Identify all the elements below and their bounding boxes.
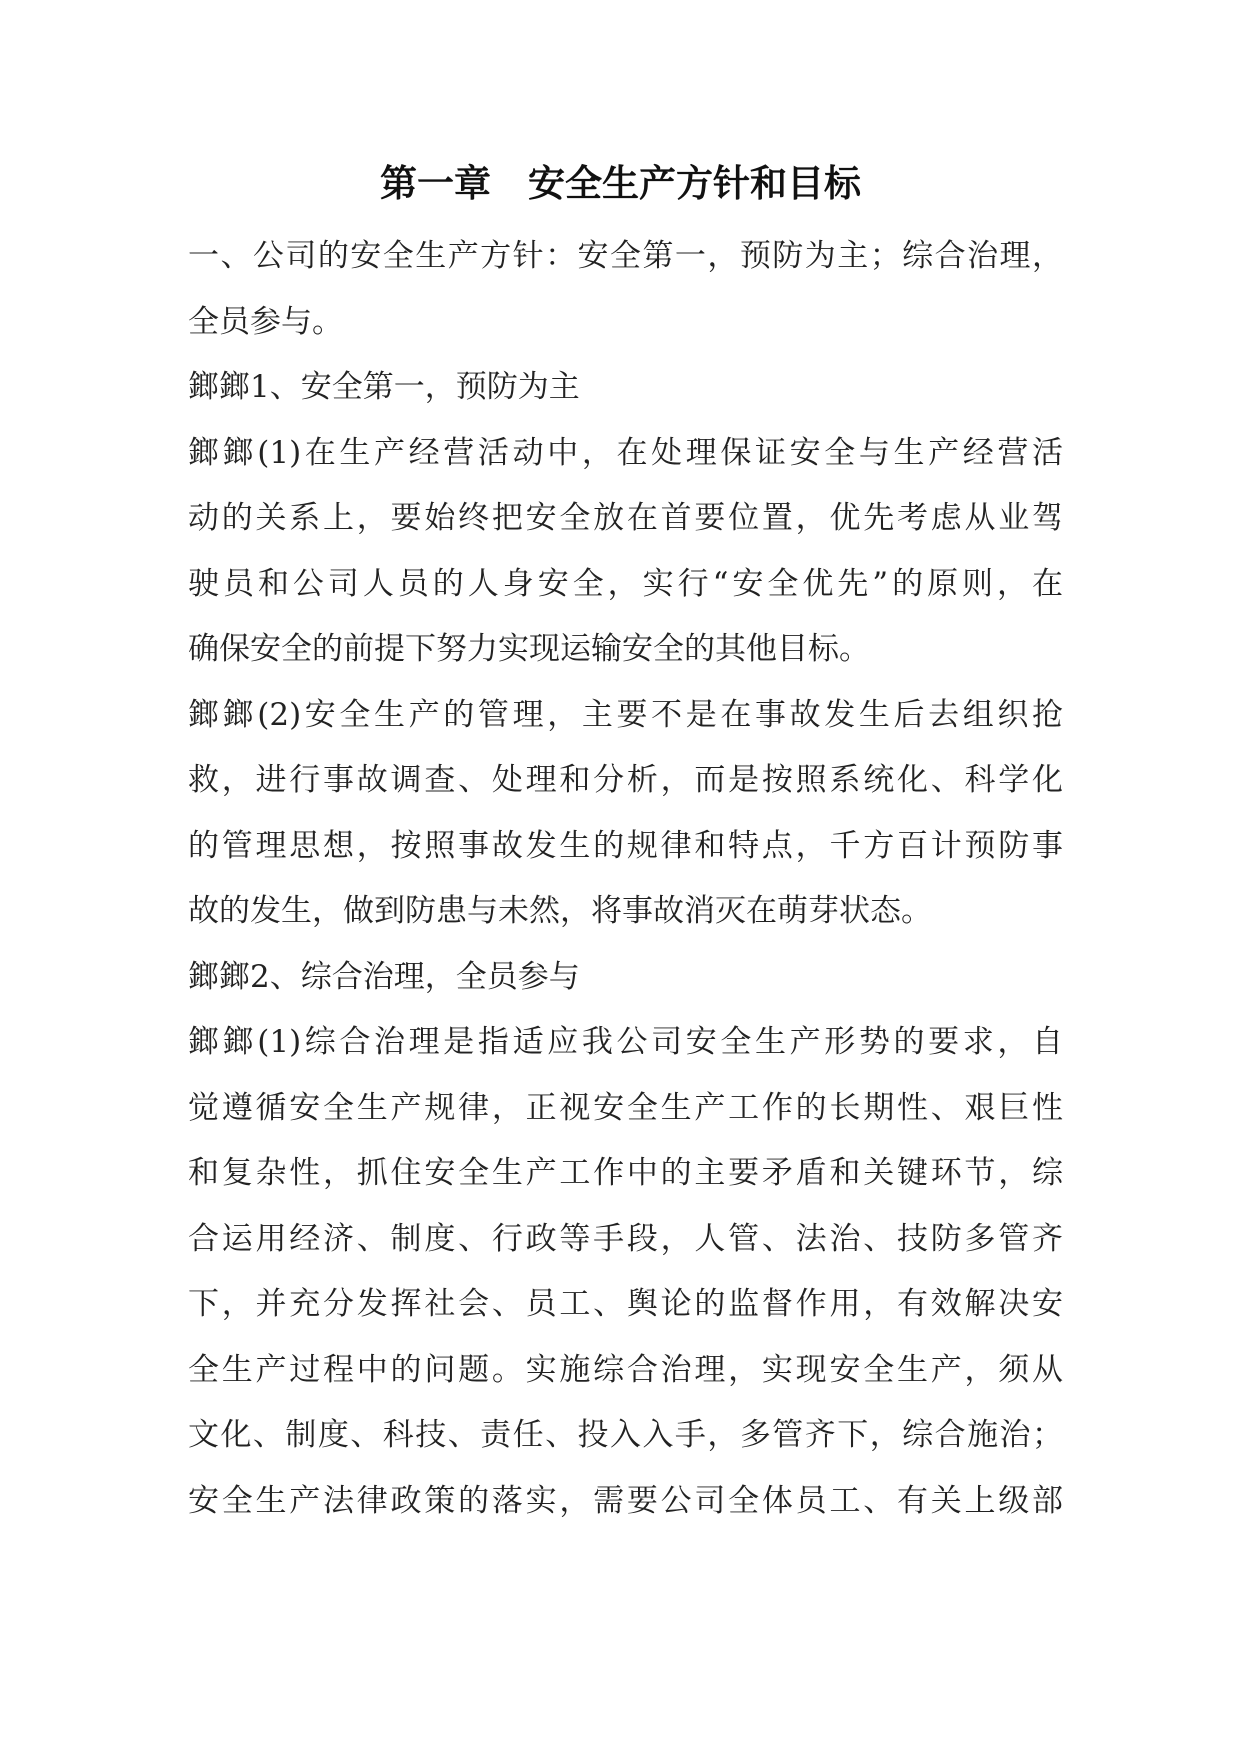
- body-line: 动的关系上，要始终把安全放在首要位置，优先考虑从业驾: [188, 500, 1063, 536]
- body-line: 安全生产法律政策的落实，需要公司全体员工、有关上级部: [188, 1482, 1063, 1519]
- body-line: 鎯鎯(1)综合治理是指适应我公司安全生产形势的要求，自: [188, 1024, 1063, 1060]
- body-line: 鎯鎯2、综合治理，全员参与: [188, 958, 580, 995]
- body-line: 的管理思想，按照事故发生的规律和特点，千方百计预防事: [188, 827, 1063, 864]
- body-line: 驶员和公司人员的人身安全，实行“安全优先”的原则，在: [188, 565, 1063, 602]
- body-line: 全生产过程中的问题。实施综合治理，实现安全生产，须从: [188, 1351, 1063, 1388]
- body-line: 文化、制度、科技、责任、投入入手，多管齐下，综合施治；: [188, 1417, 1063, 1453]
- body-line: 一、公司的安全生产方针：安全第一，预防为主；综合治理，: [188, 238, 1063, 274]
- body-line: 鎯鎯(1)在生产经营活动中，在处理保证安全与生产经营活: [188, 434, 1063, 471]
- body-line: 确保安全的前提下努力实现运输安全的其他目标。: [188, 631, 870, 667]
- body-line: 全员参与。: [188, 303, 343, 340]
- body-line: 故的发生，做到防患与未然，将事故消灭在萌芽状态。: [188, 893, 932, 929]
- body-line: 觉遵循安全生产规律，正视安全生产工作的长期性、艰巨性: [188, 1089, 1063, 1126]
- body-line: 和复杂性，抓住安全生产工作中的主要矛盾和关键环节，综: [188, 1155, 1063, 1191]
- body-line: 鎯鎯(2)安全生产的管理，主要不是在事故发生后去组织抢: [188, 696, 1063, 733]
- document-body: [188, 224, 1063, 1534]
- body-line: 鎯鎯1、安全第一，预防为主: [188, 369, 580, 405]
- chapter-title: 第一章 安全生产方针和目标: [380, 162, 861, 205]
- body-line: 下，并充分发挥社会、员工、舆论的监督作用，有效解决安: [188, 1286, 1063, 1322]
- body-line: 救，进行事故调查、处理和分析，而是按照系统化、科学化: [188, 762, 1063, 798]
- body-line: 合运用经济、制度、行政等手段，人管、法治、技防多管齐: [188, 1220, 1063, 1257]
